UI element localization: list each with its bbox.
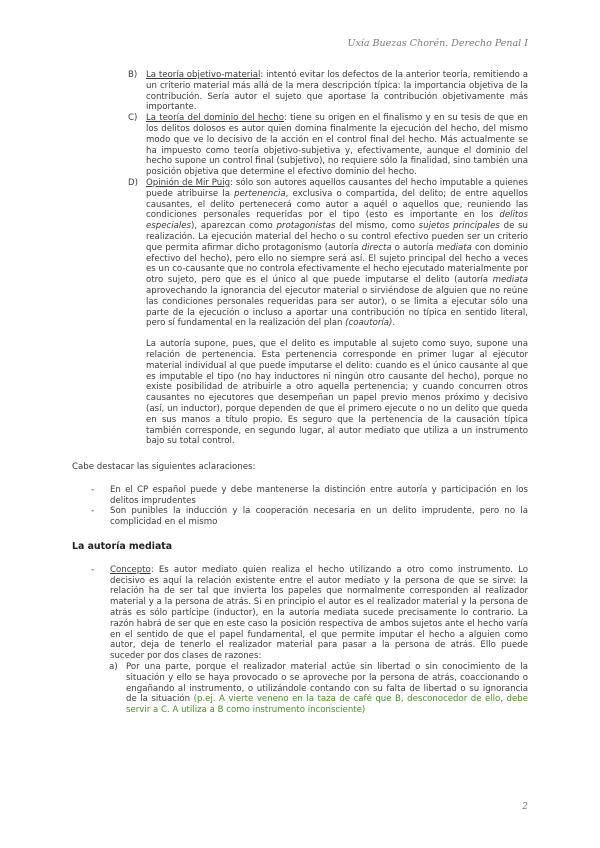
running-header: Uxía Buezas Chorén. Derecho Penal I (347, 38, 528, 49)
bullet-marker: - (91, 564, 95, 575)
term-objetivo-material: La teoría objetivo-material (146, 70, 261, 80)
term-mir-puig: Opinión de Mir Puig (146, 177, 231, 188)
concepto-item (72, 565, 528, 662)
page-content (72, 70, 528, 716)
example-text: (p.ej. A vierte veneno en la taza de café que B, desconocedor de ello, debe servir a C. A utiliza a B como instrumento inconsciente) (126, 694, 529, 716)
bullet-text: Son punibles la inducción y la cooperación necesaria en un delito imprudente, pero no la complicidad en el mismo (110, 506, 528, 528)
italic-run: (coautoría) (345, 318, 393, 329)
term-concepto: Concepto (110, 564, 151, 575)
italic-run: mediata (436, 242, 472, 253)
sub-item-text: Por una parte, porque el realizador material actúe sin libertad o sin conocimiento de la situación y ello se haya provocado o se aproveche por la persona de atrás, coaccionando o engañando al instrumento, o utilizándole contando con su falta de libertad o su ignorancia de la situación (126, 662, 528, 705)
paragraph-pertenencia: La autoría supone, pues, que el delito es imputable al sujeto como suyo, supone una relación de pertenencia. Esta pertenencia corresponde en primer lugar al ejecutor material individual al que puede imputarse el delito: cuando es el único causante al que es imputable el tipo (no hay inductores ni ningún otro causante del hecho), porque no existe posibilidad de atribuirle a otro aquella pertenencia; y cuando concurren otros causantes no ejecutores que desempeñan un papel previo menos próximo y decisivo (así, un inductor), porque dependen de que el primero ejecute o no un delito que queda en sus manos a título propio. Es seguro que la pertenencia de la causación típica también corresponde, en segundo lugar, al autor mediato que utiliza a un instrumento bajo su total control. (146, 339, 528, 447)
text-run: aprovechando la ignorancia del ejecutor material o sirviéndose de alguien que no reúne las condiciones personales requeridas para ser autor), o se limita a ejecutar sólo una parte de la ejecución o incluso a aportar una contribución no típica en sentido literal, pero sí fundamental en la realización del plan (146, 285, 528, 329)
italic-run: delitos especiales (146, 210, 528, 232)
italic-run: sujetos principales (418, 221, 500, 232)
italic-run: mediata (492, 275, 528, 286)
list-marker: C) (128, 113, 138, 124)
bullet-list (72, 485, 528, 528)
list-item-b (72, 70, 528, 113)
item-text: : tiene su origen en el finalismo y en su tesis de que en los delitos dolosos es autor quien domina finalmente la ejecución del hecho, del mismo modo que ve lo decisivo de la acción en el control final del hecho. Más actualmente se ha impuesto como teoría objetivo-subjetiva y, efectivamente, aunque el dominio del hecho supone un control final (subjetivo), no requiere sólo la finalidad, sino también una posición objetiva que determine el efectivo dominio del hecho. (146, 113, 528, 178)
clarifications-intro: Cabe destacar las siguientes aclaraciones: (72, 462, 256, 473)
list-marker: B) (128, 70, 138, 80)
concepto-text: : Es autor mediato quien realiza el hecho utilizando a otro como instrumento. Lo decisivo es aquí la relación existente entre el autor mediato y la persona de que se sirve: la relación ha de ser tal que invierta los papeles que normalmente corresponden al realizador material y a la persona de atrás. Si en principio el autor es el realizador material y la persona de atrás es sólo partícipe (inductor), en la autoría mediata sucede precisamente lo contrario. La razón habrá de ser que en este caso la posición respectiva de ambos sujetos ante el hecho varía en el sentido de que el papel fundamental, el que permite imputar el hecho a alguien como autor, deja de tenerlo el realizador material para pasar a la persona de atrás. Ello puede suceder por dos clases de razones: (110, 564, 528, 662)
text-run: . (392, 318, 396, 329)
text-run: de su realización. La ejecución material del hecho o su control efectivo pueden ser un criterio que permita afirmar dicho protagonismo (autoría (146, 221, 528, 253)
text-run: con dominio efectivo del hecho), pero ello no siempre será así. El sujeto principal del hecho a veces es un co-causante que no controla efectivamente el hecho ejecutado materialmente por otro sujeto, pero que es el único al que puede imputarse el delito (autoría (146, 242, 528, 286)
text-run: o autoría (391, 242, 437, 253)
bullet-marker: - (91, 506, 95, 517)
bullet-marker: - (91, 484, 95, 495)
italic-run: pertenencia (234, 188, 286, 199)
text-run: : sólo son autores aquellos causantes del hecho imputable a quienes puede atribuirse la (146, 177, 528, 199)
italic-run: protagonistas (276, 221, 336, 232)
page-number: 2 (522, 802, 528, 812)
list-item-c (72, 113, 528, 178)
text-run: , exclusiva o compartida, del delito; de entre aquellos causantes, el delito pertenecerá como autor a aquél o aquellos que, reuniendo las condiciones personales requeridas por el tipo (esto es importante en los (146, 188, 528, 221)
list-marker: a) (109, 662, 118, 673)
text-run: ), aparezcan como (191, 221, 277, 232)
text-run: del mismo, como (335, 221, 419, 232)
section-title: La autoría mediata (72, 541, 173, 553)
sub-item-a (72, 662, 528, 716)
list-item-d (72, 178, 528, 329)
term-dominio-del-hecho: La teoría del dominio del hecho (146, 113, 284, 124)
item-text: : intentó evitar los defectos de la anterior teoría, remitiendo a un criterio material más allá de la mera descripción típica: la importancia objetiva de la contribución. Sería autor el sujeto que aportase la contribución objetivamente más importante. (146, 70, 528, 113)
bullet-text: En el CP español puede y debe mantenerse la distinción entre autoría y participación en los delitos imprudentes (110, 484, 528, 506)
list-marker: D) (128, 177, 138, 188)
list-item (72, 485, 528, 507)
list-item (72, 506, 528, 528)
italic-run: directa (361, 242, 392, 253)
